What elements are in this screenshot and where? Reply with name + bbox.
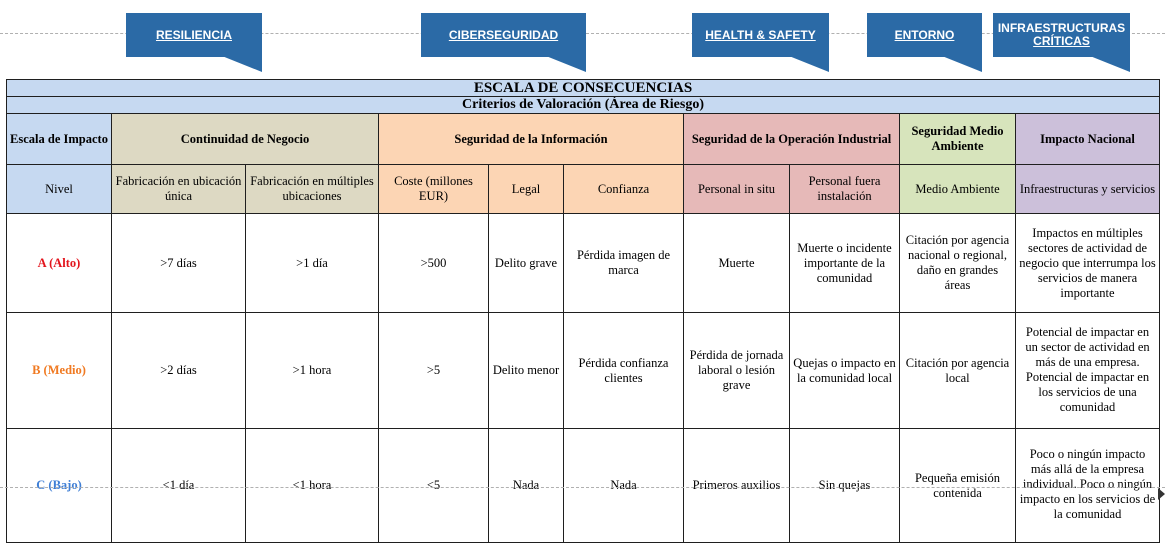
cell-legal: Delito grave bbox=[489, 214, 564, 313]
table-row bbox=[7, 214, 1160, 313]
cell-fab-unica: >2 días bbox=[112, 313, 246, 429]
callout-tail bbox=[1090, 56, 1130, 72]
cell-medio-ambiente: Citación por agencia local bbox=[900, 313, 1016, 429]
cell-infraestructuras: Potencial de impactar en un sector de actividad en más de una empresa. Potencial de impactar en los servicios de una comunidad bbox=[1016, 313, 1160, 429]
callout-entorno bbox=[867, 13, 982, 57]
subheader-personal-in-situ: Personal in situ bbox=[684, 165, 790, 214]
callout-label-line1: INFRAESTRUCTURAS bbox=[997, 21, 1126, 35]
cell-fab-unica: <1 día bbox=[112, 429, 246, 543]
level-label: A (Alto) bbox=[7, 214, 112, 313]
cell-fab-multiples: >1 día bbox=[246, 214, 379, 313]
subheader-legal: Legal bbox=[489, 165, 564, 214]
header-seguridad-medio-ambiente: Seguridad Medio Ambiente bbox=[900, 114, 1016, 165]
cell-coste: >5 bbox=[379, 313, 489, 429]
cell-personal-fuera: Muerte o incidente importante de la comunidad bbox=[790, 214, 900, 313]
callout-label-line2: CRÍTICAS bbox=[1033, 34, 1090, 48]
subheader-medio-ambiente: Medio Ambiente bbox=[900, 165, 1016, 214]
subheader-fabricacion-unica: Fabricación en ubicación única bbox=[112, 165, 246, 214]
cell-personal-in-situ: Muerte bbox=[684, 214, 790, 313]
cell-personal-in-situ: Pérdida de jornada laboral o lesión grave bbox=[684, 313, 790, 429]
cell-infraestructuras: Impactos en múltiples sectores de actividad de negocio que interrumpa los servicios de manera importante bbox=[1016, 214, 1160, 313]
callout-tail bbox=[942, 56, 982, 72]
cell-fab-unica: >7 días bbox=[112, 214, 246, 313]
subheader-confianza: Confianza bbox=[564, 165, 684, 214]
level-label: C (Bajo) bbox=[7, 429, 112, 543]
cell-medio-ambiente: Pequeña emisión contenida bbox=[900, 429, 1016, 543]
header-impacto-nacional: Impacto Nacional bbox=[1016, 114, 1160, 165]
callout-infraestructuras-criticas bbox=[993, 13, 1130, 57]
cell-confianza: Nada bbox=[564, 429, 684, 543]
table-row bbox=[7, 313, 1160, 429]
header-seguridad-informacion: Seguridad de la Información bbox=[379, 114, 684, 165]
cell-coste: >500 bbox=[379, 214, 489, 313]
subheader-fabricacion-multiples: Fabricación en múltiples ubicaciones bbox=[246, 165, 379, 214]
cell-fab-multiples: <1 hora bbox=[246, 429, 379, 543]
cell-personal-in-situ: Primeros auxilios bbox=[684, 429, 790, 543]
cell-legal: Nada bbox=[489, 429, 564, 543]
callout-tail bbox=[222, 56, 262, 72]
table-title: ESCALA DE CONSECUENCIAS bbox=[7, 80, 1160, 97]
table-row bbox=[7, 429, 1160, 543]
header-seguridad-operacion: Seguridad de la Operación Industrial bbox=[684, 114, 900, 165]
subheader-nivel: Nivel bbox=[7, 165, 112, 214]
header-escala-impacto: Escala de Impacto bbox=[7, 114, 112, 165]
callout-health-safety bbox=[692, 13, 829, 57]
cell-confianza: Pérdida imagen de marca bbox=[564, 214, 684, 313]
cell-confianza: Pérdida confianza clientes bbox=[564, 313, 684, 429]
cell-infraestructuras: Poco o ningún impacto más allá de la empresa individual. Poco o ningún impacto en los servicios de la comunidad bbox=[1016, 429, 1160, 543]
callout-tail bbox=[789, 56, 829, 72]
callout-ciberseguridad bbox=[421, 13, 586, 57]
callout-label: HEALTH & SAFETY bbox=[705, 27, 816, 42]
table-subtitle: Criterios de Valoración (Área de Riesgo) bbox=[7, 97, 1160, 114]
cell-medio-ambiente: Citación por agencia nacional o regional, daño en grandes áreas bbox=[900, 214, 1016, 313]
cell-personal-fuera: Quejas o impacto en la comunidad local bbox=[790, 313, 900, 429]
subheader-personal-fuera: Personal fuera instalación bbox=[790, 165, 900, 214]
callout-label: ENTORNO bbox=[894, 27, 955, 42]
cell-coste: <5 bbox=[379, 429, 489, 543]
callout-tail bbox=[546, 56, 586, 72]
callout-resiliencia bbox=[126, 13, 262, 57]
subheader-coste: Coste (millones EUR) bbox=[379, 165, 489, 214]
cell-fab-multiples: >1 hora bbox=[246, 313, 379, 429]
arrow-right-icon bbox=[1158, 488, 1165, 500]
subheader-infraestructuras: Infraestructuras y servicios bbox=[1016, 165, 1160, 214]
callout-label: RESILIENCIA bbox=[155, 27, 232, 42]
cell-legal: Delito menor bbox=[489, 313, 564, 429]
consequence-scale-table bbox=[6, 79, 1160, 543]
header-continuidad-negocio: Continuidad de Negocio bbox=[112, 114, 379, 165]
level-label: B (Medio) bbox=[7, 313, 112, 429]
callout-label: CIBERSEGURIDAD bbox=[448, 27, 559, 42]
cell-personal-fuera: Sin quejas bbox=[790, 429, 900, 543]
